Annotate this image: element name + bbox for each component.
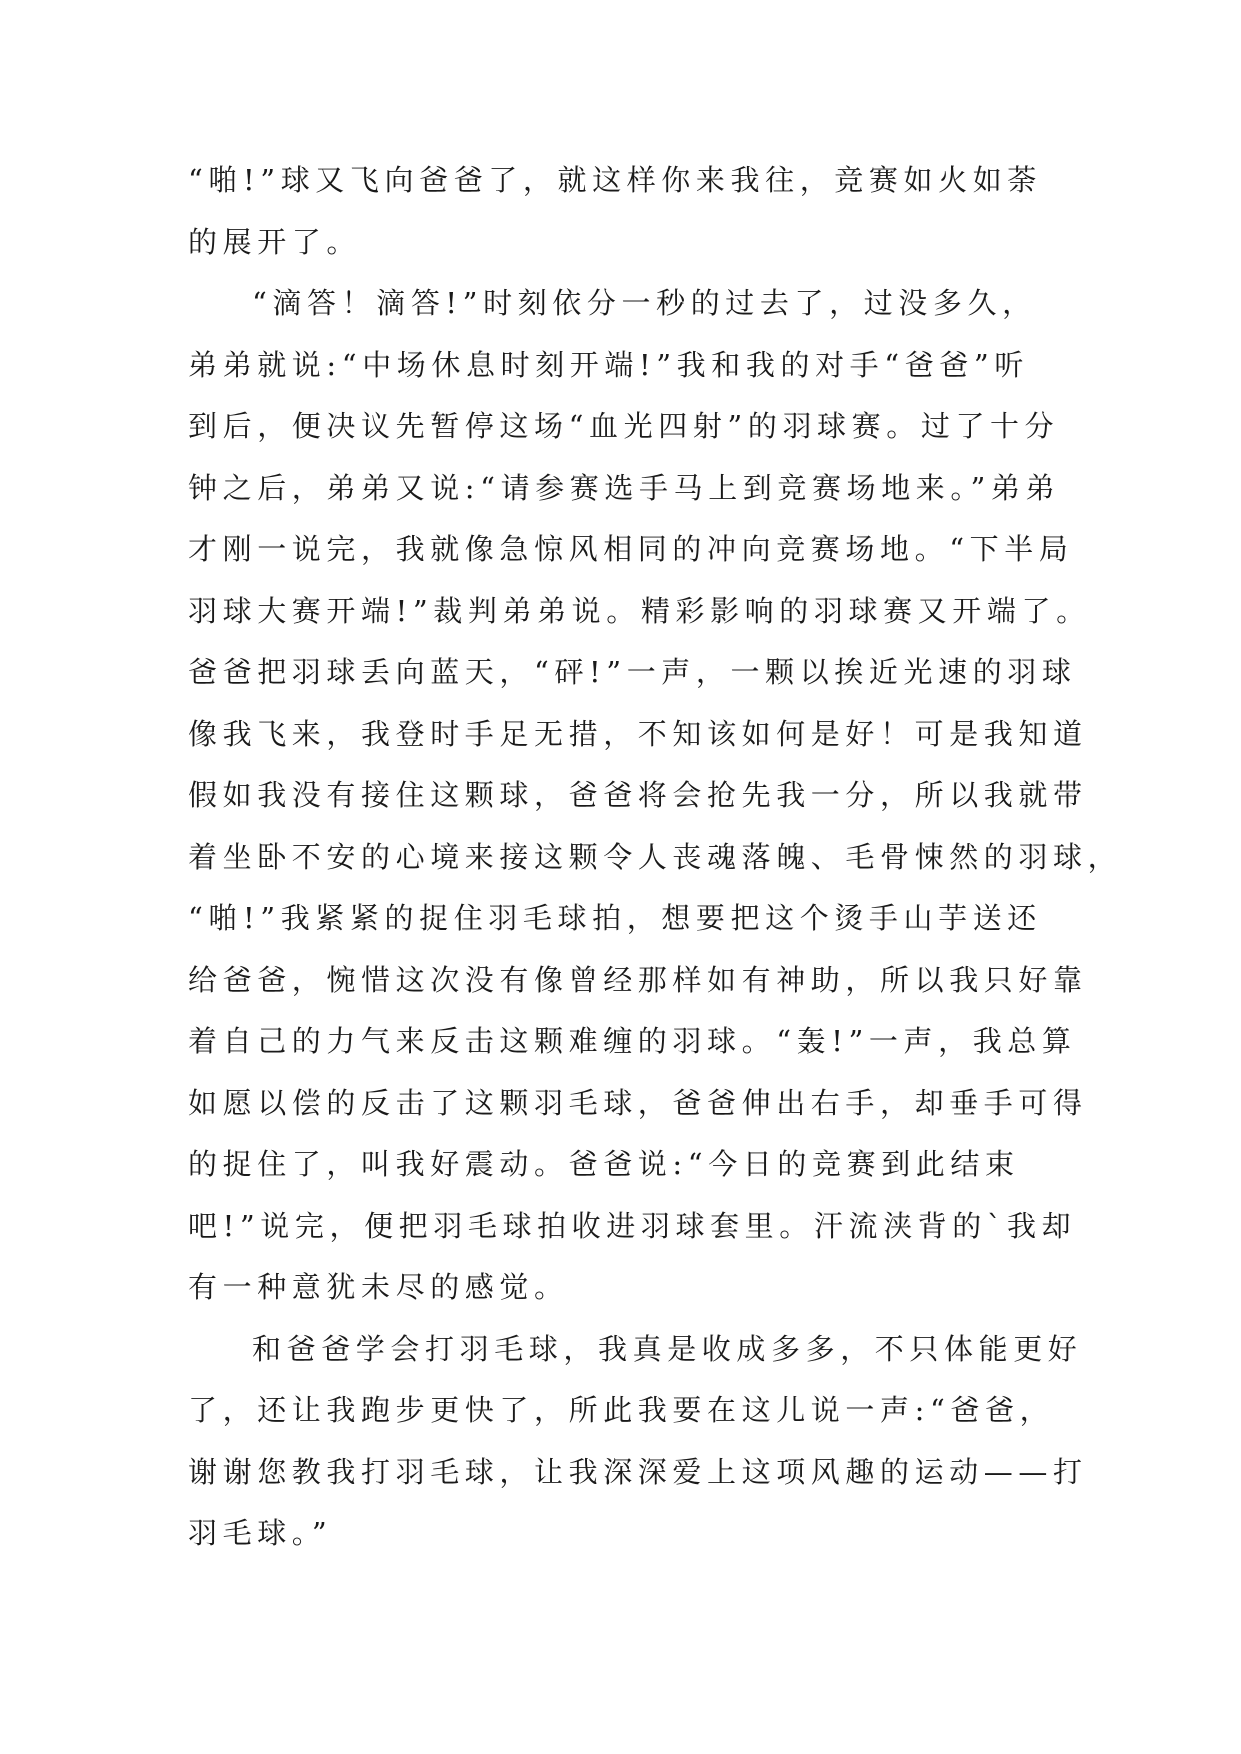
essay-line: 如愿以偿的反击了这颗羽毛球，爸爸伸出右手，却垂手可得 [188, 1085, 1088, 1120]
essay-line: 羽球大赛开端!”裁判弟弟说。精彩影响的羽球赛又开端了。 [188, 593, 1091, 628]
essay-line: 着坐卧不安的心境来接这颗令人丧魂落魄、毛骨悚然的羽球， [188, 839, 1123, 874]
essay-line: 谢谢您教我打羽毛球，让我深深爱上这项风趣的运动——打 [188, 1454, 1088, 1489]
essay-line: 弟弟就说:“中场休息时刻开端!”我和我的对手“爸爸”听 [188, 347, 1029, 382]
essay-line: 假如我没有接住这颗球，爸爸将会抢先我一分，所以我就带 [188, 778, 1088, 812]
essay-line: 吧!”说完，便把羽毛球拍收进羽球套里。汗流浃背的`我却 [188, 1208, 1077, 1243]
essay-line: 爸爸把羽球丢向蓝天，“砰!”一声，一颗以挨近光速的羽球 [188, 655, 1077, 689]
essay-line: 着自己的力气来反击这颗难缠的羽球。“轰!”一声，我总算 [188, 1024, 1077, 1058]
essay-line: 像我飞来，我登时手足无措，不知该如何是好！可是我知道 [188, 716, 1088, 751]
essay-line: “啪!”我紧紧的捉住羽毛球拍，想要把这个烫手山芋送还 [188, 901, 1042, 935]
essay-paragraph-start: “滴答！滴答!”时刻依分一秒的过去了，过没多久， [252, 286, 1037, 320]
essay-line: 羽毛球。” [188, 1516, 333, 1550]
essay-line: 钟之后，弟弟又说:“请参赛选手马上到竞赛场地来。”弟弟 [188, 470, 1061, 505]
essay-line: 给爸爸，惋惜这次没有像曾经那样如有神助，所以我只好靠 [188, 962, 1088, 997]
essay-line: 的捉住了，叫我好震动。爸爸说:“今日的竞赛到此结束 [188, 1147, 1020, 1181]
essay-line: 了，还让我跑步更快了，所此我要在这儿说一声:“爸爸， [188, 1393, 1055, 1427]
essay-body [188, 150, 1123, 1565]
essay-line: “啪!”球又飞向爸爸了，就这样你来我往，竞赛如火如荼 [188, 163, 1042, 197]
essay-paragraph-start: 和爸爸学会打羽毛球，我真是收成多多，不只体能更好 [252, 1331, 1083, 1366]
essay-line: 到后，便决议先暂停这场“血光四射”的羽球赛。过了十分 [188, 409, 1060, 443]
essay-line: 的展开了。 [188, 224, 362, 259]
essay-line: 才刚一说完，我就像急惊风相同的冲向竞赛场地。“下半局 [188, 532, 1074, 566]
essay-line: 有一种意犹未尽的感觉。 [188, 1270, 569, 1304]
